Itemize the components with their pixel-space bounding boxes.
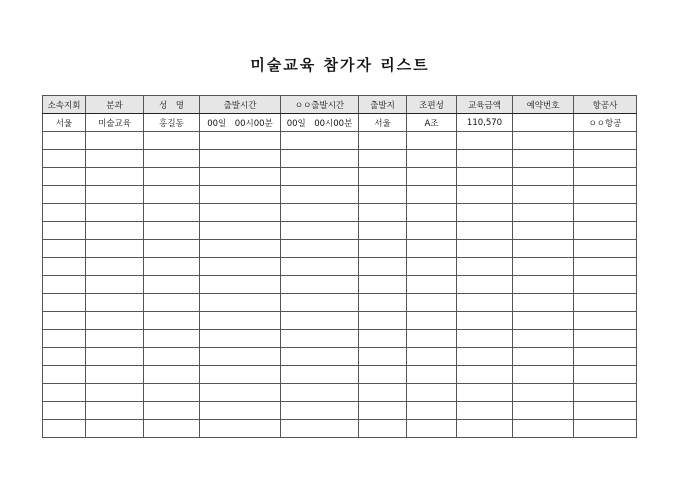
cell-fee (457, 348, 513, 366)
cell-reservation-number (513, 204, 574, 222)
cell-airline (574, 312, 637, 330)
cell-name (144, 330, 200, 348)
cell-airline (574, 366, 637, 384)
table-row (43, 348, 637, 366)
cell-branch (43, 330, 86, 348)
cell-branch (43, 420, 86, 438)
cell-reservation-number (513, 312, 574, 330)
cell-name (144, 240, 200, 258)
cell-departure-time (200, 150, 281, 168)
cell-fee (457, 150, 513, 168)
table-row (43, 222, 637, 240)
cell-departure-time (200, 186, 281, 204)
table-row (43, 258, 637, 276)
cell-airline (574, 384, 637, 402)
cell-departure-time (200, 240, 281, 258)
cell-division (86, 366, 144, 384)
cell-alt-departure-time (281, 330, 359, 348)
cell-departure-place (359, 294, 407, 312)
cell-division (86, 402, 144, 420)
cell-division (86, 420, 144, 438)
cell-reservation-number (513, 168, 574, 186)
cell-alt-departure-time (281, 420, 359, 438)
cell-departure-place (359, 186, 407, 204)
column-header-branch: 소속지회 (43, 96, 86, 114)
column-header-name: 성 명 (144, 96, 200, 114)
cell-alt-departure-time (281, 258, 359, 276)
cell-alt-departure-time (281, 294, 359, 312)
cell-division (86, 150, 144, 168)
column-header-airline: 항공사 (574, 96, 637, 114)
cell-group (407, 420, 457, 438)
cell-group (407, 384, 457, 402)
cell-branch (43, 402, 86, 420)
cell-departure-place (359, 312, 407, 330)
cell-airline (574, 186, 637, 204)
cell-group (407, 204, 457, 222)
cell-branch: 서울 (43, 114, 86, 132)
cell-alt-departure-time (281, 150, 359, 168)
cell-name (144, 186, 200, 204)
cell-branch (43, 186, 86, 204)
cell-group (407, 366, 457, 384)
cell-name (144, 312, 200, 330)
cell-departure-place (359, 330, 407, 348)
cell-group (407, 150, 457, 168)
cell-reservation-number (513, 150, 574, 168)
cell-branch (43, 348, 86, 366)
cell-reservation-number (513, 348, 574, 366)
cell-airline: ㅇㅇ항공 (574, 114, 637, 132)
cell-alt-departure-time (281, 366, 359, 384)
cell-departure-time (200, 258, 281, 276)
cell-reservation-number (513, 420, 574, 438)
table-row (43, 366, 637, 384)
cell-departure-place (359, 276, 407, 294)
cell-alt-departure-time (281, 402, 359, 420)
cell-airline (574, 402, 637, 420)
table-row (43, 330, 637, 348)
cell-reservation-number (513, 132, 574, 150)
cell-group (407, 168, 457, 186)
column-header-group: 조편성 (407, 96, 457, 114)
cell-airline (574, 258, 637, 276)
column-header-division: 분과 (86, 96, 144, 114)
cell-division: 미술교육 (86, 114, 144, 132)
cell-airline (574, 330, 637, 348)
cell-departure-time (200, 294, 281, 312)
cell-group (407, 402, 457, 420)
column-header-departure-time: 출발시간 (200, 96, 281, 114)
cell-group (407, 276, 457, 294)
cell-group (407, 294, 457, 312)
cell-name (144, 132, 200, 150)
document-title: 미술교육 참가자 리스트 (250, 56, 430, 74)
cell-reservation-number (513, 330, 574, 348)
cell-fee (457, 222, 513, 240)
cell-departure-time: 00일 00시00분 (200, 114, 281, 132)
table-row (43, 204, 637, 222)
cell-reservation-number (513, 384, 574, 402)
cell-fee (457, 168, 513, 186)
cell-departure-place (359, 150, 407, 168)
cell-fee (457, 204, 513, 222)
cell-branch (43, 366, 86, 384)
cell-group (407, 258, 457, 276)
cell-alt-departure-time (281, 240, 359, 258)
cell-airline (574, 294, 637, 312)
cell-division (86, 222, 144, 240)
cell-branch (43, 240, 86, 258)
cell-name (144, 168, 200, 186)
cell-division (86, 240, 144, 258)
cell-airline (574, 204, 637, 222)
cell-division (86, 258, 144, 276)
cell-name (144, 366, 200, 384)
table-row (43, 132, 637, 150)
cell-departure-time (200, 168, 281, 186)
cell-alt-departure-time (281, 222, 359, 240)
cell-division (86, 204, 144, 222)
cell-name (144, 294, 200, 312)
table-row (43, 186, 637, 204)
cell-division (86, 384, 144, 402)
cell-fee (457, 132, 513, 150)
cell-group (407, 330, 457, 348)
cell-branch (43, 204, 86, 222)
cell-departure-time (200, 132, 281, 150)
cell-name: 홍길동 (144, 114, 200, 132)
cell-group (407, 240, 457, 258)
cell-alt-departure-time (281, 276, 359, 294)
cell-reservation-number (513, 366, 574, 384)
cell-name (144, 204, 200, 222)
table-row (43, 240, 637, 258)
table-row (43, 294, 637, 312)
cell-departure-place (359, 258, 407, 276)
cell-group (407, 222, 457, 240)
cell-reservation-number (513, 402, 574, 420)
table-row (43, 312, 637, 330)
cell-alt-departure-time (281, 168, 359, 186)
cell-reservation-number (513, 222, 574, 240)
cell-reservation-number (513, 114, 574, 132)
cell-branch (43, 150, 86, 168)
cell-alt-departure-time (281, 348, 359, 366)
cell-reservation-number (513, 240, 574, 258)
cell-fee (457, 420, 513, 438)
cell-departure-place (359, 384, 407, 402)
cell-fee (457, 330, 513, 348)
cell-departure-place (359, 222, 407, 240)
table-row (43, 384, 637, 402)
cell-departure-place (359, 168, 407, 186)
table-row (43, 150, 637, 168)
cell-name (144, 402, 200, 420)
cell-fee (457, 240, 513, 258)
cell-fee (457, 276, 513, 294)
cell-departure-time (200, 402, 281, 420)
table-row (43, 402, 637, 420)
cell-name (144, 420, 200, 438)
cell-division (86, 312, 144, 330)
cell-airline (574, 348, 637, 366)
cell-name (144, 384, 200, 402)
cell-alt-departure-time (281, 384, 359, 402)
cell-branch (43, 384, 86, 402)
table-row (43, 420, 637, 438)
cell-departure-place (359, 204, 407, 222)
cell-airline (574, 222, 637, 240)
cell-branch (43, 132, 86, 150)
cell-group: A조 (407, 114, 457, 132)
cell-reservation-number (513, 294, 574, 312)
cell-fee (457, 312, 513, 330)
cell-reservation-number (513, 258, 574, 276)
cell-departure-time (200, 420, 281, 438)
cell-departure-time (200, 204, 281, 222)
cell-departure-place: 서울 (359, 114, 407, 132)
cell-division (86, 294, 144, 312)
cell-group (407, 348, 457, 366)
cell-name (144, 222, 200, 240)
cell-reservation-number (513, 276, 574, 294)
cell-airline (574, 168, 637, 186)
cell-departure-place (359, 348, 407, 366)
cell-branch (43, 258, 86, 276)
cell-division (86, 276, 144, 294)
cell-departure-place (359, 366, 407, 384)
cell-branch (43, 222, 86, 240)
cell-departure-time (200, 276, 281, 294)
cell-fee (457, 294, 513, 312)
cell-division (86, 168, 144, 186)
column-header-alt-departure-time: ㅇㅇ출발시간 (281, 96, 359, 114)
cell-group (407, 312, 457, 330)
cell-fee (457, 402, 513, 420)
cell-departure-place (359, 402, 407, 420)
cell-name (144, 150, 200, 168)
cell-fee (457, 384, 513, 402)
cell-alt-departure-time (281, 312, 359, 330)
cell-airline (574, 150, 637, 168)
cell-airline (574, 240, 637, 258)
cell-reservation-number (513, 186, 574, 204)
cell-branch (43, 294, 86, 312)
column-header-departure-place: 출발지 (359, 96, 407, 114)
cell-departure-place (359, 132, 407, 150)
cell-fee (457, 186, 513, 204)
cell-airline (574, 420, 637, 438)
cell-departure-place (359, 420, 407, 438)
cell-alt-departure-time (281, 186, 359, 204)
cell-division (86, 348, 144, 366)
cell-group (407, 186, 457, 204)
cell-fee: 110,570 (457, 114, 513, 132)
column-header-fee: 교육금액 (457, 96, 513, 114)
cell-division (86, 186, 144, 204)
cell-division (86, 132, 144, 150)
cell-group (407, 132, 457, 150)
cell-branch (43, 312, 86, 330)
cell-departure-time (200, 366, 281, 384)
cell-name (144, 276, 200, 294)
cell-branch (43, 276, 86, 294)
cell-departure-time (200, 384, 281, 402)
cell-name (144, 258, 200, 276)
cell-departure-time (200, 222, 281, 240)
cell-airline (574, 132, 637, 150)
table-header-row (43, 96, 637, 114)
table-row (43, 276, 637, 294)
cell-departure-time (200, 330, 281, 348)
cell-fee (457, 366, 513, 384)
cell-branch (43, 168, 86, 186)
table-row (43, 114, 637, 132)
cell-departure-time (200, 312, 281, 330)
cell-departure-place (359, 240, 407, 258)
cell-departure-time (200, 348, 281, 366)
cell-name (144, 348, 200, 366)
table-body (43, 114, 637, 438)
participant-table (42, 95, 637, 438)
cell-fee (457, 258, 513, 276)
column-header-reservation-number: 예약번호 (513, 96, 574, 114)
cell-alt-departure-time (281, 204, 359, 222)
table-row (43, 168, 637, 186)
cell-alt-departure-time (281, 132, 359, 150)
cell-division (86, 330, 144, 348)
cell-alt-departure-time: 00일 00시00분 (281, 114, 359, 132)
cell-airline (574, 276, 637, 294)
